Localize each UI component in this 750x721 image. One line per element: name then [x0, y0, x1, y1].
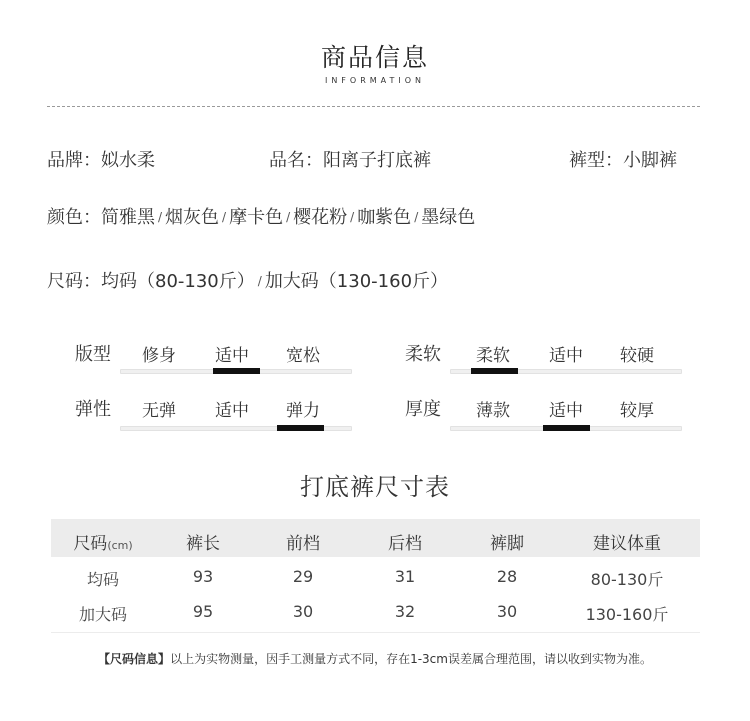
size-table-header-cell: 裤脚	[490, 534, 524, 554]
attr-option: 较厚	[620, 401, 654, 421]
size-table-header-size	[51, 529, 155, 554]
color-label: 颜色：	[47, 207, 101, 228]
attr-selected-marker	[471, 368, 518, 374]
sizes-info	[47, 267, 448, 293]
color-option: 墨绿色	[421, 207, 476, 228]
size-note-title: 【尺码信息】	[98, 652, 171, 666]
size-option: 加大码（130-160斤）	[264, 271, 449, 292]
table-cell: 31	[394, 567, 416, 586]
size-table-header-cell: 后档	[388, 534, 422, 554]
brand-info	[47, 146, 155, 172]
attr-option: 较硬	[620, 346, 654, 366]
attr-option: 适中	[215, 346, 249, 366]
color-option: 简雅黑	[101, 207, 155, 228]
attr-option: 适中	[215, 401, 249, 421]
table-bottom-line	[51, 632, 700, 633]
color-option: 摩卡色	[229, 207, 284, 228]
size-note-text: 以上为实物测量，因手工测量方式不同，存在1-3cm误差属合理范围，请以收到实物为准。	[170, 652, 652, 666]
color-option: 咖紫色	[357, 207, 412, 228]
size-note	[0, 650, 750, 667]
header-size-label: 尺码	[73, 534, 108, 554]
attr-option: 弹力	[286, 401, 320, 421]
product-name-info	[269, 146, 431, 172]
table-cell: 29	[292, 567, 314, 586]
size-option: 均码（80-130斤）	[101, 271, 255, 292]
attr-label-fit: 版型	[75, 344, 111, 365]
attr-scale-thickness	[450, 426, 682, 431]
product-name-value: 阳离子打底裤	[323, 150, 431, 171]
size-label: 尺码：	[47, 271, 101, 292]
size-table-header-cell: 建议体重	[593, 534, 661, 554]
attr-option: 适中	[549, 401, 583, 421]
color-separator: /	[414, 210, 419, 224]
attr-option: 无弹	[142, 401, 176, 421]
size-separator: /	[257, 274, 262, 288]
attr-option: 修身	[142, 346, 176, 366]
brand-value: 姒水柔	[101, 150, 155, 171]
page-subtitle: INFORMATION	[324, 76, 426, 85]
table-cell: 30	[496, 602, 518, 621]
color-separator: /	[286, 210, 291, 224]
table-cell: 30	[292, 602, 314, 621]
attr-scale-elasticity	[120, 426, 352, 431]
color-separator: /	[222, 210, 227, 224]
attr-scale-fit	[120, 369, 352, 374]
attr-option: 柔软	[476, 346, 510, 366]
attr-option: 宽松	[286, 346, 320, 366]
table-cell: 93	[192, 567, 214, 586]
attr-label-softness: 柔软	[405, 344, 441, 365]
size-table-header-cell: 前档	[286, 534, 320, 554]
color-separator: /	[350, 210, 355, 224]
attr-option: 适中	[549, 346, 583, 366]
table-cell: 32	[394, 602, 416, 621]
colors-info	[47, 203, 475, 229]
color-option: 樱花粉	[293, 207, 348, 228]
dashed-divider	[47, 106, 700, 107]
header-unit: (cm)	[107, 539, 133, 552]
attr-selected-marker	[543, 425, 590, 431]
color-separator: /	[158, 210, 163, 224]
table-cell: 均码	[86, 570, 119, 589]
attr-option: 薄款	[476, 401, 510, 421]
page-title: 商品信息	[320, 43, 429, 72]
attr-label-thickness: 厚度	[405, 399, 441, 420]
size-table-title: 打底裤尺寸表	[300, 473, 450, 501]
product-name-label: 品名：	[269, 150, 323, 171]
attr-label-elasticity: 弹性	[75, 399, 111, 420]
attr-selected-marker	[277, 425, 324, 431]
attr-selected-marker	[213, 368, 260, 374]
table-cell: 加大码	[78, 605, 127, 624]
table-cell: 95	[192, 602, 214, 621]
pants-type-label: 裤型：	[569, 150, 623, 171]
pants-type-info	[569, 146, 677, 172]
attr-scale-softness	[450, 369, 682, 374]
table-cell: 28	[496, 567, 518, 586]
pants-type-value: 小脚裤	[623, 150, 677, 171]
brand-label: 品牌：	[47, 150, 101, 171]
table-cell: 80-130斤	[590, 570, 664, 589]
color-option: 烟灰色	[165, 207, 220, 228]
table-cell: 130-160斤	[585, 605, 669, 624]
size-table-header-cell: 裤长	[186, 534, 220, 554]
